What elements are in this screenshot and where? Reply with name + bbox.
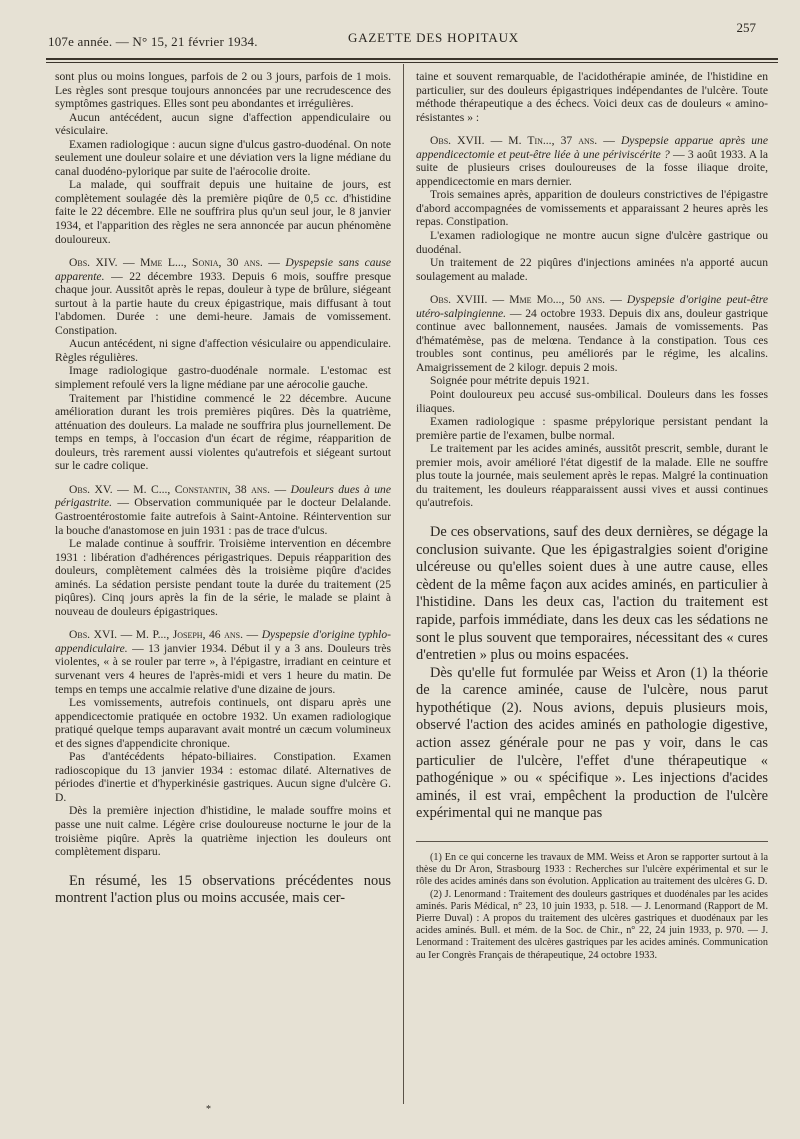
- ornament-star: *: [206, 1104, 211, 1115]
- paragraph: taine et souvent remarquable, de l'acidothérapie aminée, de l'histidine en particulier, sur des douleurs épigastriques indépendantes de l'ulcère. Toute méthode thérapeutique a des échecs. Voici deux cas de douleurs « amino-résistantes » :: [416, 70, 768, 124]
- paragraph: Examen radiologique : aucun signe d'ulcus gastro-duodénal. On note seulement une douleur solaire et une déviation vers la ligne médiane du canal duodéno-pylorique par suite de l'aérocolie droite.: [55, 137, 391, 178]
- footnotes: [416, 841, 768, 962]
- paragraph: Le traitement par les acides aminés, aussitôt prescrit, semble, durant le premier mois, avoir amélioré l'état digestif de la malade. Elle ne souffre plus toute la journée, mais seulement après le repas. Malgré la continuation du traitement, les douleurs réapparaissent aussi vives et aussi continues qu'autrefois.: [416, 442, 768, 510]
- paragraph: Un traitement de 22 piqûres d'injections aminées n'a apporté aucun soulagement au malade.: [416, 256, 768, 283]
- header-rule: [46, 58, 778, 63]
- observation-title: Dyspepsie d'origine typhlo-appendiculaire.: [55, 628, 391, 655]
- paragraph: Examen radiologique : spasme prépylorique persistant pendant la première partie de l'examen, bulbe normal.: [416, 415, 768, 442]
- paragraph: Aucun antécédent, aucun signe d'affection appendiculaire ou vésiculaire.: [55, 110, 391, 138]
- observation-heading: Obs. XVI. — M. P..., Joseph, 46 ans. —: [69, 628, 259, 642]
- observation-body: — Observation communiquée par le docteur Delalande. Gastroentérostomie faite autrefois à Saint-Antoine. Réintervention sur la bouche d'anastomose en juin 1931 : pas de trace d'ulcus.: [55, 496, 392, 537]
- paragraph: Soignée pour métrite depuis 1921.: [430, 374, 590, 388]
- paragraph: Le malade continue à souffrir. Troisième intervention en décembre 1931 : libération d'adhérences périgastriques. Depuis réapparition des douleurs, complètement calmées dès la troisième piqûre d'acides aminés. La sédation persiste pendant toute la durée du traitement (25 piqûres). Cinq jours après la fin de la série, le malade se plaint à nouveau de douleurs épigastriques.: [55, 537, 391, 618]
- left-column: [55, 70, 391, 908]
- summary-paragraph: En résumé, les 15 observations précédentes nous montrent l'action plus ou moins accusée, mais cer-: [55, 872, 391, 907]
- right-column: [416, 70, 768, 962]
- observation-17: [416, 134, 768, 188]
- paragraph: Traitement par l'histidine commencé le 22 décembre. Aucune amélioration durant les trois premières piqûres. Dès la quatrième, atténuation des douleurs. La malade ne souffrira plus journellement. De temps en temps, à l'occasion d'un écart de régime, réapparition de douleurs, très rarement aussi violentes qu'autrefois et siégeant surtout sur le cadre colique.: [55, 391, 391, 473]
- observation-body: — 13 janvier 1934. Début il y a 3 ans. Douleurs très violentes, « à se rouler par terre », à l'épigastre, irradiant en ceinture et survenant vers 4 heures de l'après-midi et vers 1 heure du matin. De temps en temps une accalmie relative d'une dizaine de jours.: [55, 641, 391, 696]
- paragraph: sont plus ou moins longues, parfois de 2 ou 3 jours, parfois de 1 mois. Les règles sont presque toujours annoncées par une recrudescence des symptômes gastriques. Elles sont peu abondantes et irrégulières.: [55, 70, 391, 111]
- paragraph: Les vomissements, autrefois continuels, ont disparu après une appendicectomie pratiquée en octobre 1932. Un examen radiologique pratiqué quelque temps auparavant avait montré un cæcum volumineux et des signes d'appendicite chronique.: [55, 696, 391, 750]
- paragraph: L'examen radiologique ne montre aucun signe d'ulcère gastrique ou duodénal.: [416, 229, 768, 256]
- paragraph: Dès la première injection d'histidine, le malade souffre moins et passe une nuit calme. Légère crise douloureuse nocturne le jour de la troisième piqûre. Après la quatrième injection les douleurs ont complètement disparu.: [55, 804, 391, 859]
- footnote-1: (1) En ce qui concerne les travaux de MM. Weiss et Aron se rapporter surtout à la thèse du Dr Aron, Strasbourg 1933 : Recherches sur l'ulcère expérimental et sur le rôle des acides aminés dans son évolution. Application au traitement des ulcères G. D.: [416, 852, 768, 888]
- conclusion-paragraph: De ces observations, sauf des deux dernières, se dégage la conclusion suivante. Que les épigastralgies soient d'origine ulcéreuse ou qu'elles soient dues à une autre cause, elles cèdent de la même façon aux acides aminés, en particulier à l'histidine. Dans les deux cas, l'action du traitement est rapide, parfois immédiate, dans les deux cas les sédations ne sont le plus souvent que temporaires, nécessitant des « cures d'entretien » plus ou moins espacées.: [416, 523, 768, 664]
- observation-title: Dyspepsie apparue après une appendicectomie et peut-être liée à une périviscérite ?: [416, 134, 768, 161]
- issue-info: 107e année. — N° 15, 21 février 1934.: [48, 34, 258, 49]
- paragraph: Aucun antécédent, ni signe d'affection vésiculaire ou appendiculaire. Règles régulières.: [55, 337, 391, 364]
- footnote-2: (2) J. Lenormand : Traitement des douleurs gastriques et duodénales par les acides aminés. Paris Médical, n° 23, 10 juin 1933, p. 518. — J. Lenormand (Rapport de M. Pierre Duval) : A propos du traitement des ulcères gastriques et duodénaux par les acides aminés. Bull. et mém. de la Soc. de Chir., n° 22, 24 juin 1933, p. 970. — J. Lenormand : Traitement des ulcères gastriques par les acides aminés. Communication au Ier Congrès Français de thérapeutique, 24 octobre 1933.: [416, 888, 768, 961]
- page-header: [40, 18, 782, 58]
- observation-heading: Obs. XVIII. — Mme Mo..., 50 ans. —: [430, 293, 622, 307]
- observation-heading: Obs. XIV. — Mme L..., Sonia, 30 ans. —: [69, 256, 280, 270]
- paragraph: La malade, qui souffrait depuis une huitaine de jours, est complètement soulagée dès la première piqûre de 0,5 cc. d'histidine faite le 22 décembre. Elle ne souffrira plus qu'un seul jour, le 8 janvier 1934, et l'apparition des règles ne sera annoncée par aucun phénomène douloureux.: [55, 178, 391, 246]
- observation-15: [55, 483, 391, 537]
- column-divider: [403, 64, 404, 1104]
- observation-body: — 3 août 1933. A la suite de plusieurs crises douloureuses de la fosse iliaque droite, appendicectomie en mars dernier.: [416, 147, 768, 188]
- observation-heading: Obs. XVII. — M. Tin..., 37 ans. —: [430, 134, 615, 148]
- paragraph: Trois semaines après, apparition de douleurs constrictives de l'épigastre d'abord accompagnées de vomissements et apparaissant 2 heures après les repas. Constipation.: [416, 188, 768, 229]
- observation-title: Dyspepsie d'origine peut-être utéro-salpingienne.: [416, 293, 768, 320]
- paragraph: Point douloureux peu accusé sus-ombilical. Douleurs dans les fosses iliaques.: [416, 388, 768, 415]
- observation-heading: Obs. XV. — M. C..., Constantin, 38 ans. —: [69, 482, 287, 496]
- page-number: 257: [736, 20, 756, 35]
- observation-title: Douleurs dues à une périgastrite.: [55, 482, 392, 510]
- observation-body: — 22 décembre 1933. Depuis 6 mois, souffre presque chaque jour. Aussitôt après le repas, douleur à type de brûlure, siégeant surtout à la partie haute du creux épigastrique, mais diffusant à tout l'abdomen. Durée : une demi-heure. Jamais de vomissement. Constipation.: [55, 269, 391, 337]
- paragraph: Image radiologique gastro-duodénale normale. L'estomac est simplement refoulé vers la ligne médiane par une aérocolie gauche.: [55, 364, 391, 392]
- observation-18: [416, 293, 768, 374]
- observation-title: Dyspepsie sans cause apparente.: [55, 256, 391, 283]
- paragraph: Pas d'antécédents hépato-biliaires. Constipation. Examen radioscopique du 13 janvier 1934 : estomac dilaté. Alternatives de périodes d'inertie et d'hyperkinésie gastriques. Aucun signe d'ulcère G. D.: [55, 750, 391, 804]
- journal-title: GAZETTE DES HOPITAUX: [348, 30, 519, 45]
- observation-14: [55, 256, 391, 337]
- theory-paragraph: Dès qu'elle fut formulée par Weiss et Aron (1) la théorie de la carence aminée, cause de l'ulcère, nous parut hypothétique (2). Nous avions, depuis plusieurs mois, observé l'action des acides aminés en pathologie digestive, action assez générale pour ne pas y voir, dans le cas particulier de l'ulcère, l'effet d'une thérapeutique « pathogénique » ou « spécifique ». Les injections d'acides aminés, il est vrai, empêchent la production de l'ulcère expérimental qui ne manque pas: [416, 664, 768, 822]
- observation-body: — 24 octobre 1933. Depuis dix ans, douleur gastrique continue avec ballonnement, nausées. Jamais de vomissements. Pas d'hématémèse, pas de melœna. Tendance à la constipation. Tous ces troubles sont continus, peu améliorés par le régime, les alcalins. Amaigrissement de 2 kilogr. depuis 2 mois.: [416, 306, 768, 374]
- observation-16: [55, 628, 391, 696]
